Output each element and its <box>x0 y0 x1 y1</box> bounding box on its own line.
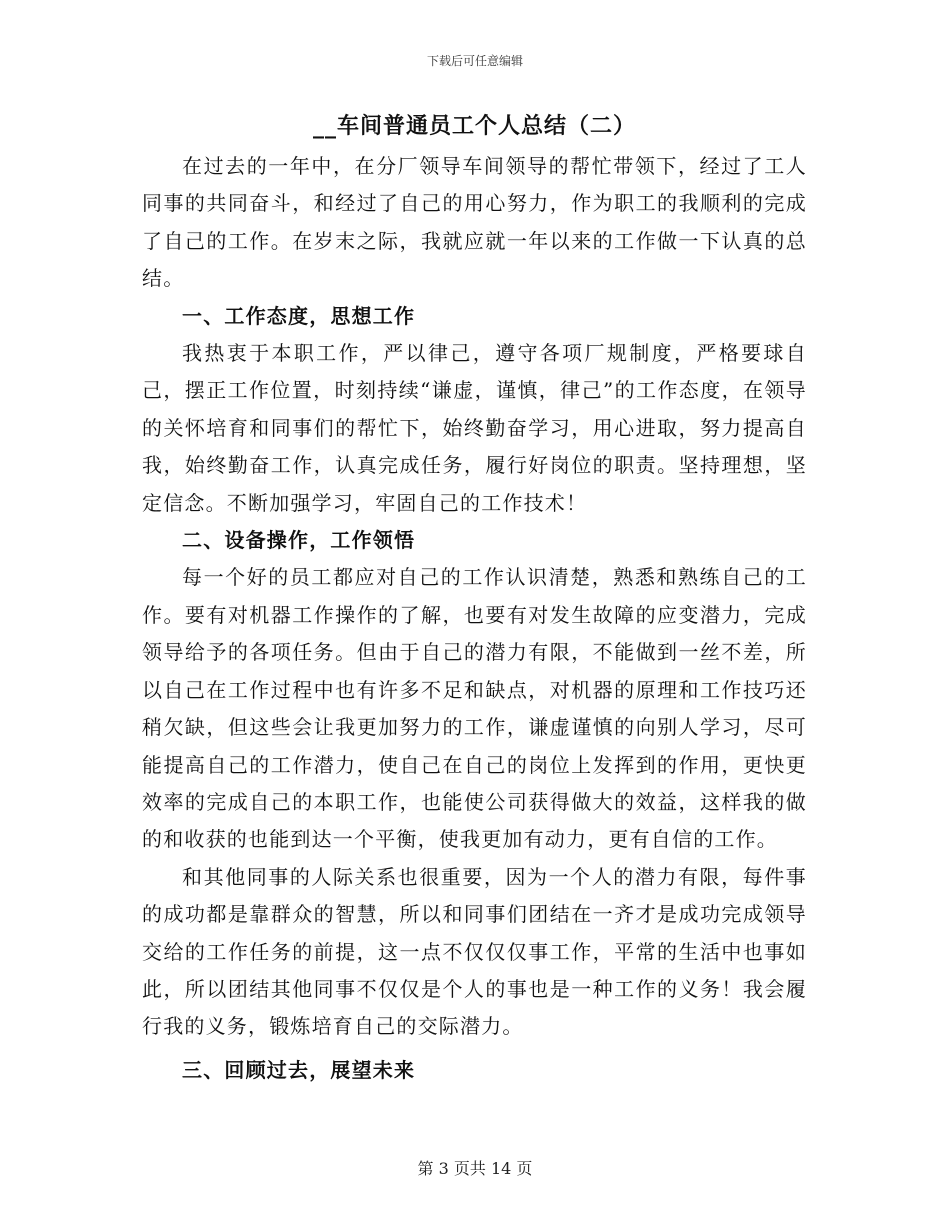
section-1-paragraph: 我热衷于本职工作，严以律己，遵守各项厂规制度，严格要球自己，摆正工作位置，时刻持续“谦虚，谨慎，律己”的工作态度，在领导的关怀培育和同事们的帮忙下，始终勤奋学习，用心进取，努力提高自我，始终勤奋工作，认真完成任务，履行好岗位的职责。坚持理想，坚定信念。不断加强学习，牢固自己的工作技术！ <box>142 341 807 515</box>
document-body <box>142 110 807 1089</box>
section-2-paragraph-1: 每一个好的员工都应对自己的工作认识清楚，熟悉和熟练自己的工作。要有对机器工作操作的了解，也要有对发生故障的应变潜力，完成领导给予的各项任务。但由于自己的潜力有限，不能做到一丝不差，所以自己在工作过程中也有许多不足和缺点，对机器的原理和工作技巧还稍欠缺，但这些会让我更加努力的工作，谦虚谨慎的向别人学习，尽可能提高自己的工作潜力，使自己在自己的岗位上发挥到的作用，更快更效率的完成自己的本职工作，也能使公司获得做大的效益，这样我的做的和收获的也能到达一个平衡，使我更加有动力，更有自信的工作。 <box>142 565 807 852</box>
page-number: 第 3 页共 14 页 <box>417 1159 533 1178</box>
intro-paragraph: 在过去的一年中，在分厂领导车间领导的帮忙带领下，经过了工人同事的共同奋斗，和经过了自己的用心努力，作为职工的我顺利的完成了自己的工作。在岁末之际，我就应就一年以来的工作做一下认真的总结。 <box>142 154 807 291</box>
section-2-heading: 二、设备操作，工作领悟 <box>182 528 416 553</box>
section-2-paragraph-2: 和其他同事的人际关系也很重要，因为一个人的潜力有限，每件事的成功都是靠群众的智慧，所以和同事们团结在一齐才是成功完成领导交给的工作任务的前提，这一点不仅仅仅事工作，平常的生活中也事如此，所以团结其他同事不仅仅是个人的事也是一种工作的义务！我会履行我的义务，锻炼培育自己的交际潜力。 <box>142 864 807 1039</box>
section-1-heading: 一、工作态度，思想工作 <box>182 303 416 328</box>
document-title: __车间普通员工个人总结（二） <box>312 113 636 139</box>
section-3-heading: 三、回顾过去，展望未来 <box>182 1057 416 1082</box>
page-header: 下载后可任意编辑 <box>426 54 523 68</box>
